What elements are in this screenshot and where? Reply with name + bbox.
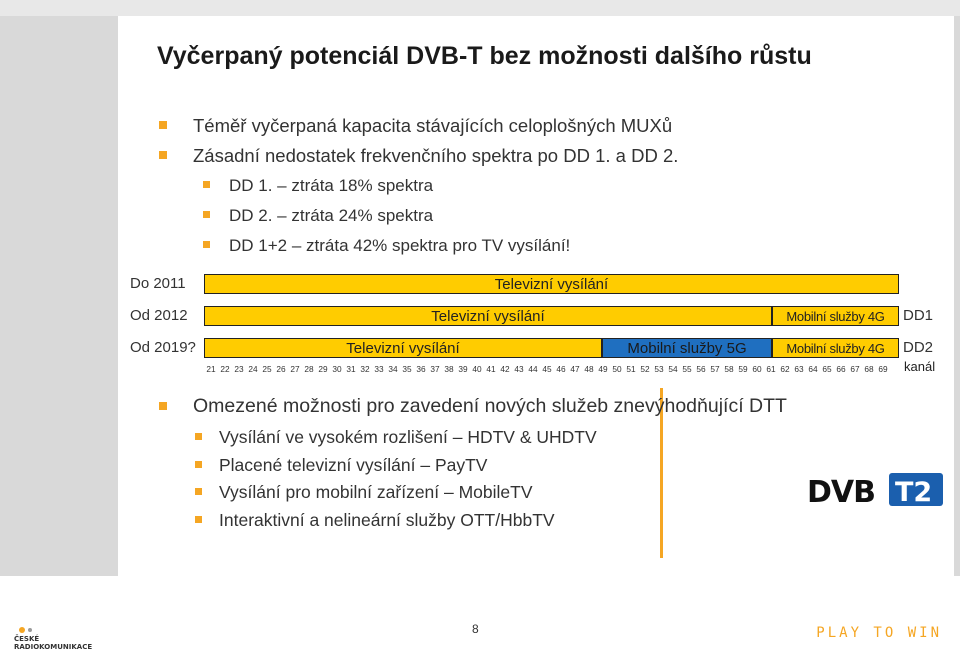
channel-tick: 65 xyxy=(822,364,832,374)
channel-tick: 32 xyxy=(360,364,370,374)
channel-axis-label: kanál xyxy=(904,359,936,374)
channel-tick: 29 xyxy=(318,364,328,374)
bar-4g-2019: Mobilní služby 4G xyxy=(772,338,899,358)
channel-tick: 69 xyxy=(878,364,888,374)
channel-tick: 42 xyxy=(500,364,510,374)
channel-tick: 26 xyxy=(276,364,286,374)
channel-tick: 56 xyxy=(696,364,706,374)
sub-bullet-item: Vysílání pro mobilní zařízení – MobileTV xyxy=(157,480,787,508)
svg-text:T2: T2 xyxy=(895,477,933,508)
channel-tick: 49 xyxy=(598,364,608,374)
sub-bullet-item: Placené televizní vysílání – PayTV xyxy=(157,453,787,481)
channel-tick: 43 xyxy=(514,364,524,374)
page-number: 8 xyxy=(472,622,479,636)
channel-tick: 61 xyxy=(766,364,776,374)
sub-bullet-item: Interaktivní a nelineární služby OTT/HbbTV xyxy=(157,508,787,536)
channel-tick: 60 xyxy=(752,364,762,374)
dd1-label: DD1 xyxy=(903,307,934,324)
row-label-2019: Od 2019? xyxy=(130,339,196,356)
channel-tick: 28 xyxy=(304,364,314,374)
dd2-label: DD2 xyxy=(903,339,934,356)
bar-tv-2011: Televizní vysílání xyxy=(204,274,899,294)
channel-tick: 62 xyxy=(780,364,790,374)
sub-bullet-item: DD 1+2 – ztráta 42% spektra pro TV vysílání! xyxy=(157,234,678,264)
channel-tick: 30 xyxy=(332,364,342,374)
channel-tick: 52 xyxy=(640,364,650,374)
channel-tick: 24 xyxy=(248,364,258,374)
bullet-item: Zásadní nedostatek frekvenčního spektra po DD 1. a DD 2. xyxy=(157,144,678,174)
tagline: PLAY TO WIN xyxy=(816,625,942,641)
channel-tick: 37 xyxy=(430,364,440,374)
bar-tv-2012: Televizní vysílání xyxy=(204,306,772,326)
channel-tick: 33 xyxy=(374,364,384,374)
channel-tick: 36 xyxy=(416,364,426,374)
row-label-2012: Od 2012 xyxy=(130,307,188,324)
channel-tick: 44 xyxy=(528,364,538,374)
svg-text:ČESKÉ: ČESKÉ xyxy=(14,635,40,643)
channel-tick: 45 xyxy=(542,364,552,374)
sub-bullet-item: DD 1. – ztráta 18% spektra xyxy=(157,174,678,204)
bar-5g-2019: Mobilní služby 5G xyxy=(602,338,772,358)
channel-tick: 35 xyxy=(402,364,412,374)
dvb-t2-logo xyxy=(805,472,945,508)
channel-tick: 57 xyxy=(710,364,720,374)
bottom-bullet-list xyxy=(157,393,787,535)
top-bullet-list xyxy=(157,114,678,264)
channel-tick: 23 xyxy=(234,364,244,374)
channel-tick: 27 xyxy=(290,364,300,374)
channel-tick: 39 xyxy=(458,364,468,374)
ceske-radiokomunikace-logo xyxy=(12,624,112,650)
top-band xyxy=(0,0,960,16)
channel-tick: 59 xyxy=(738,364,748,374)
channel-tick: 51 xyxy=(626,364,636,374)
channel-tick: 66 xyxy=(836,364,846,374)
channel-tick: 55 xyxy=(682,364,692,374)
channel-tick: 54 xyxy=(668,364,678,374)
sub-bullet-item: Vysílání ve vysokém rozlišení – HDTV & UHDTV xyxy=(157,425,787,453)
channel-tick: 21 xyxy=(206,364,216,374)
channel-tick: 46 xyxy=(556,364,566,374)
sub-bullet-item: DD 2. – ztráta 24% spektra xyxy=(157,204,678,234)
bullet-item: Téměř vyčerpaná kapacita stávajících celoplošných MUXů xyxy=(157,114,678,144)
row-label-2011: Do 2011 xyxy=(130,275,186,292)
channel-tick: 22 xyxy=(220,364,230,374)
channel-tick: 48 xyxy=(584,364,594,374)
channel-tick: 64 xyxy=(808,364,818,374)
channel-tick: 34 xyxy=(388,364,398,374)
channel-tick: 25 xyxy=(262,364,272,374)
bullet-heading: Omezené možnosti pro zavedení nových služeb znevýhodňující DTT xyxy=(157,393,787,425)
channel-tick: 50 xyxy=(612,364,622,374)
svg-text:DVB: DVB xyxy=(807,475,875,508)
bar-4g-2012: Mobilní služby 4G xyxy=(772,306,899,326)
channel-tick: 58 xyxy=(724,364,734,374)
channel-tick: 38 xyxy=(444,364,454,374)
channel-tick: 63 xyxy=(794,364,804,374)
right-band xyxy=(954,16,960,576)
svg-text:RADIOKOMUNIKACE: RADIOKOMUNIKACE xyxy=(14,643,93,650)
left-band xyxy=(0,16,118,576)
channel-tick: 68 xyxy=(864,364,874,374)
channel-axis xyxy=(204,364,890,374)
channel-tick: 67 xyxy=(850,364,860,374)
channel-tick: 53 xyxy=(654,364,664,374)
channel-tick: 31 xyxy=(346,364,356,374)
channel-tick: 41 xyxy=(486,364,496,374)
slide-title: Vyčerpaný potenciál DVB-T bez možnosti dalšího růstu xyxy=(157,42,812,70)
channel-tick: 40 xyxy=(472,364,482,374)
bar-tv-2019: Televizní vysílání xyxy=(204,338,602,358)
channel-tick: 47 xyxy=(570,364,580,374)
